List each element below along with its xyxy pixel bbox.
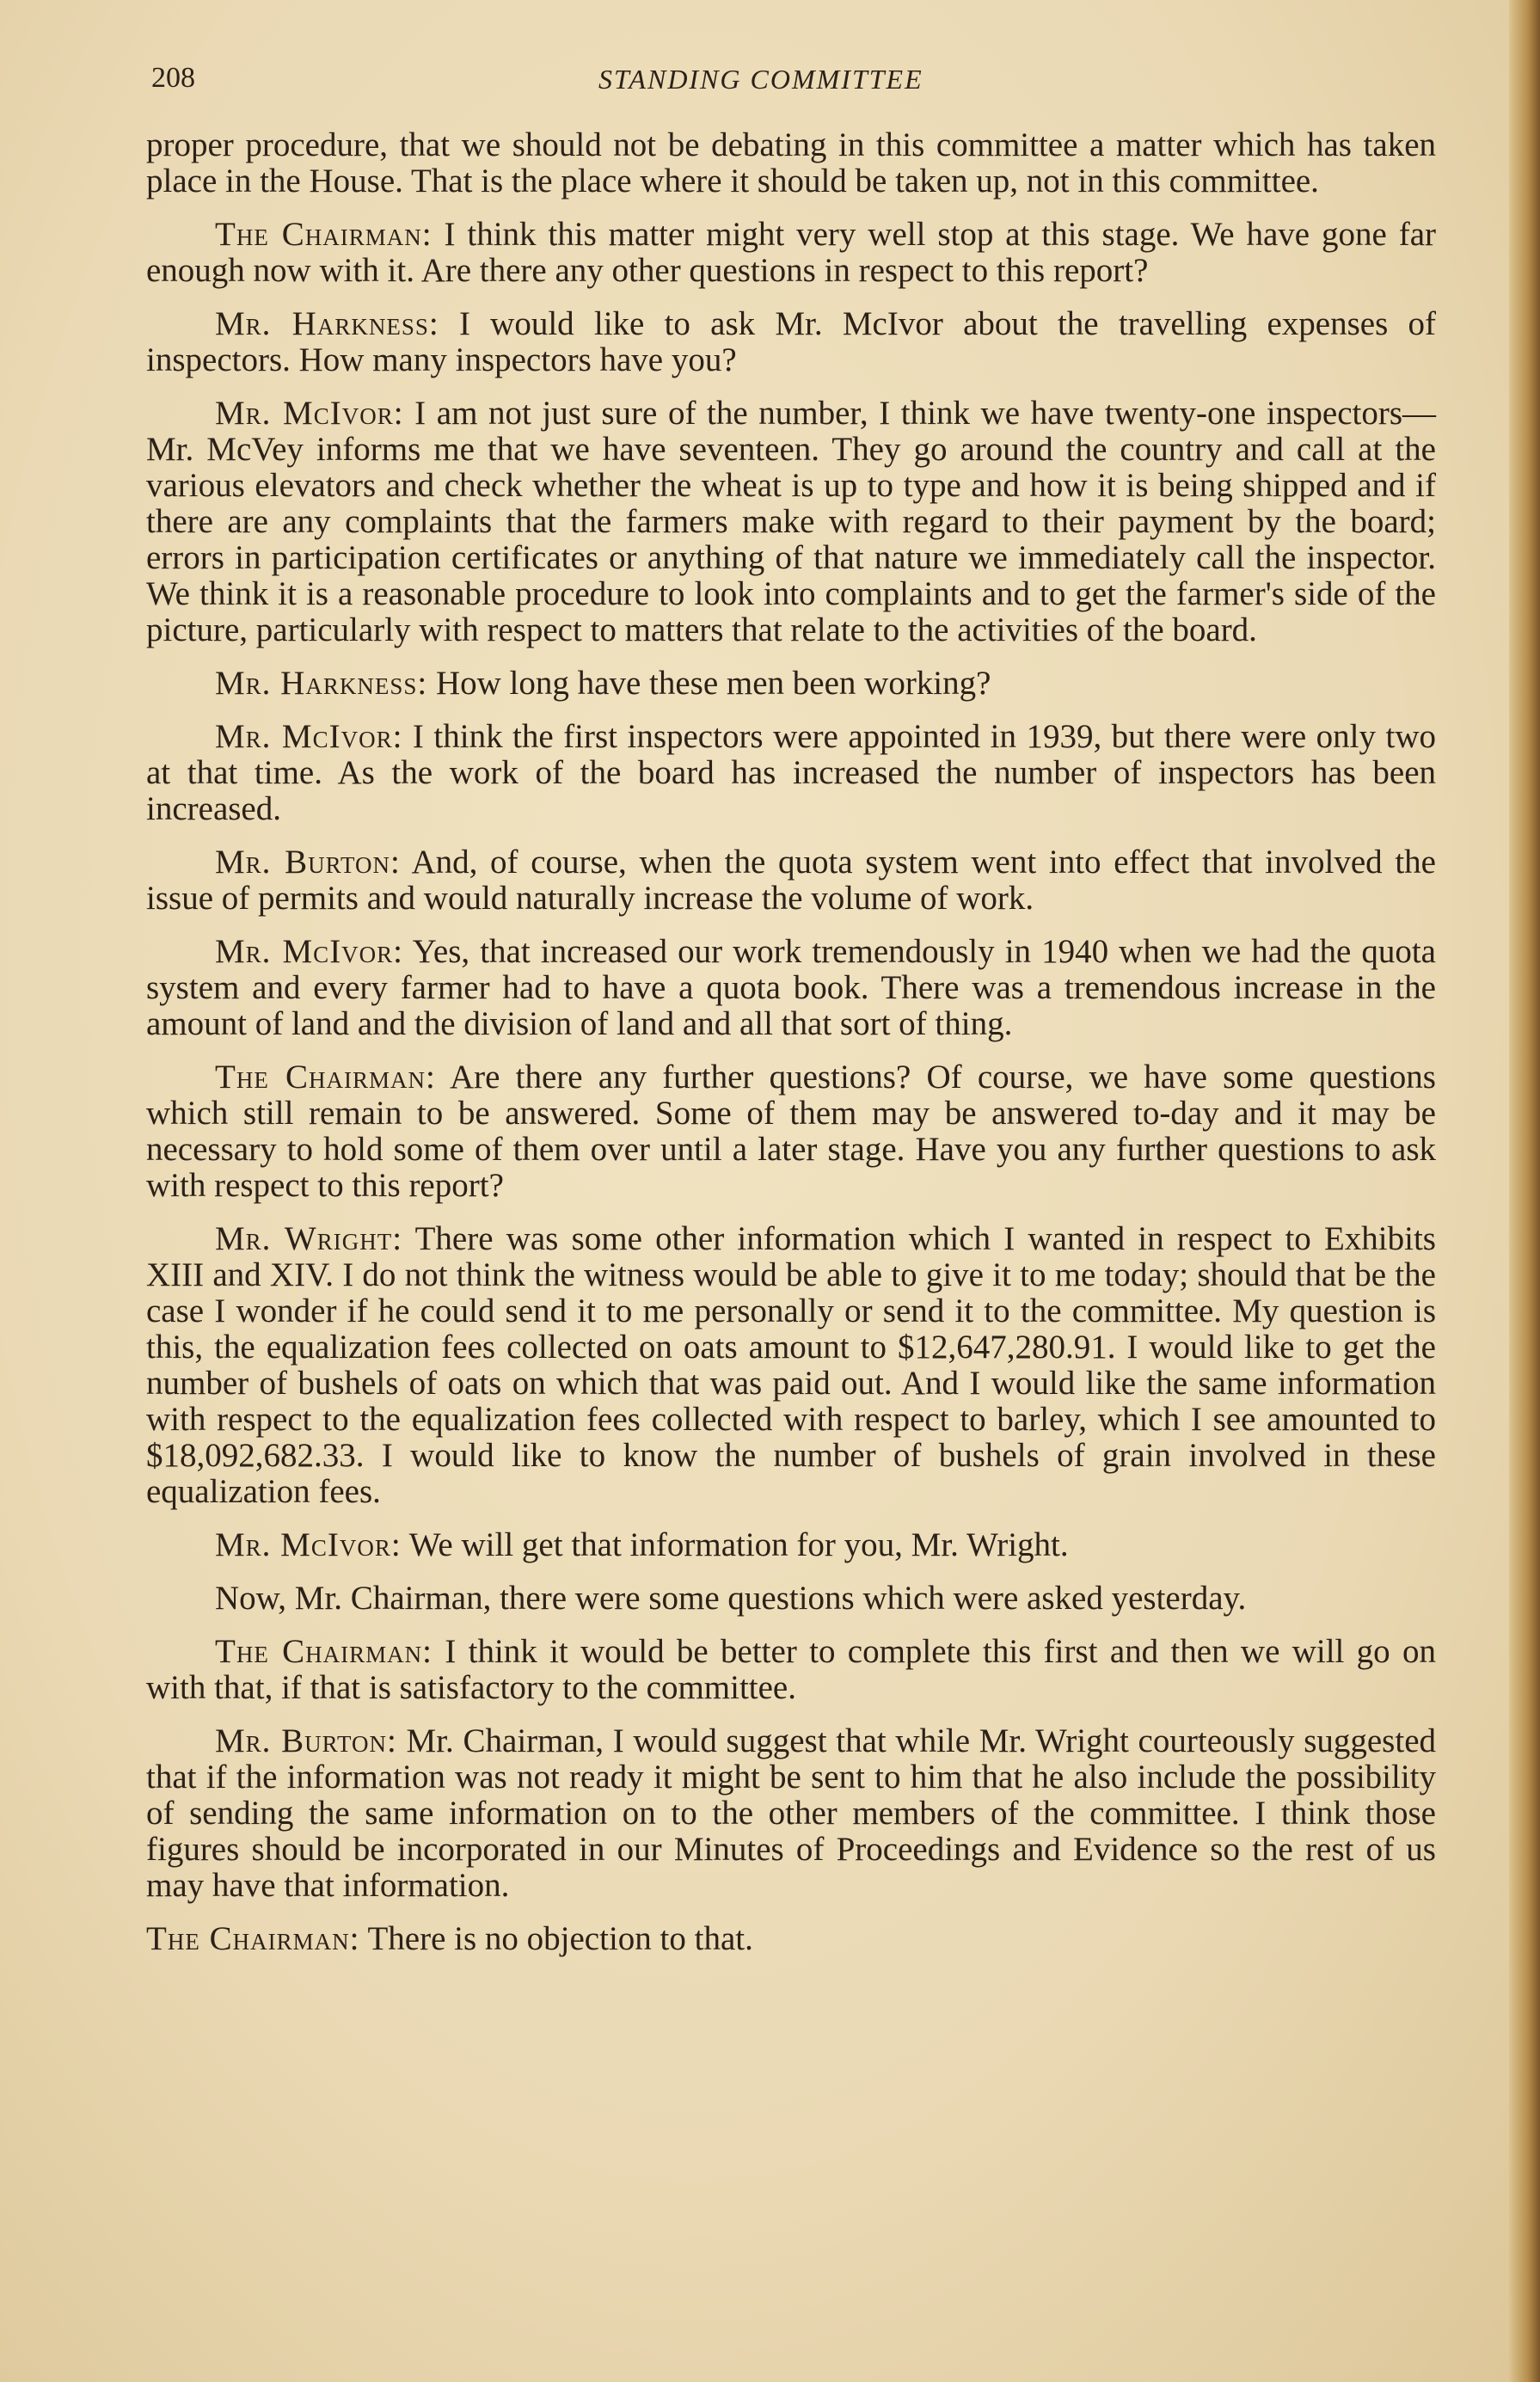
- paragraph-text: I think it would be better to complete this first and then we will go on with that, if that is satisfactory to the committee.: [146, 1633, 1437, 1706]
- paragraph-12: [146, 1634, 1436, 1706]
- paragraph-text: Mr. Chairman, I would suggest that while Mr. Wright courteously suggested that if the information was not ready it might be sent to him that he also include the possibility of sending the same information on to the other members of the committee. I think those figures should be incorporated in our Minutes of Proceedings and Evidence so the rest of us may have that information.: [146, 1722, 1437, 1904]
- paragraph-13: [146, 1723, 1436, 1904]
- speaker-label: The Chairman:: [146, 1920, 360, 1957]
- page-number: 208: [151, 62, 195, 94]
- paragraph-5: [146, 719, 1436, 827]
- speaker-label: Mr. Harkness:: [215, 665, 428, 702]
- paragraph-text: I think the first inspectors were appointed in 1939, but there were only two at that time. As the work of the board has increased the number of inspectors has been increased.: [146, 718, 1436, 827]
- paragraph-0: [146, 127, 1436, 200]
- speaker-label: Mr. McIvor:: [215, 395, 404, 432]
- paragraph-text: I think this matter might very well stop at this stage. We have gone far enough now with it. Are there any other questions in respect to this report?: [146, 216, 1436, 289]
- paragraph-text: Yes, that increased our work tremendously in 1940 when we had the quota system and every farmer had to have a quota book. There was a tremendous increase in the amount of land and the division of land and all that sort of thing.: [146, 933, 1436, 1042]
- paragraph-text: I would like to ask Mr. McIvor about the travelling expenses of inspectors. How many inspectors have you?: [146, 305, 1437, 378]
- transcript-body: [146, 127, 1436, 1974]
- speaker-label: Mr. Burton:: [215, 1722, 397, 1759]
- paragraph-3: [146, 396, 1436, 648]
- speaker-label: The Chairman:: [215, 216, 433, 253]
- paragraph-4: [146, 666, 1436, 702]
- page-edge-shadow: [1509, 0, 1540, 2382]
- paragraph-2: [146, 306, 1436, 378]
- paragraph-text: There is no objection to that.: [367, 1920, 753, 1957]
- paragraph-8: [146, 1059, 1436, 1204]
- speaker-label: Mr. Wright:: [215, 1220, 403, 1257]
- paragraph-7: [146, 934, 1436, 1042]
- paragraph-text: How long have these men been working?: [435, 665, 991, 702]
- page-header: [151, 62, 1424, 114]
- paragraph-text: And, of course, when the quota system went into effect that involved the issue of permits and would naturally increase the volume of work.: [146, 844, 1436, 917]
- speaker-label: Mr. McIvor:: [215, 718, 403, 755]
- paragraph-10: [146, 1527, 1436, 1563]
- paragraph-text: We will get that information for you, Mr. Wright.: [408, 1526, 1069, 1563]
- paragraph-text: I am not just sure of the number, I think we have twenty-one inspectors—Mr. McVey informs me that we have seventeen. They go around the country and call at the various elevators and check whether the wheat is up to type and how it is being shipped and if there are any complaints that the farmers make with regard to their payment by the board; errors in participation certificates or anything of that nature we immediately call the inspector. We think it is a reasonable procedure to look into complaints and to get the farmer's side of the picture, particularly with respect to matters that relate to the activities of the board.: [146, 395, 1437, 648]
- speaker-label: The Chairman:: [215, 1633, 433, 1670]
- paragraph-1: [146, 217, 1436, 289]
- speaker-label: Mr. McIvor:: [215, 933, 404, 970]
- running-title: STANDING COMMITTEE: [598, 64, 923, 95]
- speaker-label: The Chairman:: [215, 1059, 436, 1096]
- speaker-label: Mr. Harkness:: [215, 305, 439, 342]
- paragraph-text: proper procedure, that we should not be debating in this committee a matter which has taken place in the House. That is the place where it should be taken up, not in this committee.: [146, 126, 1436, 200]
- paragraph-6: [146, 844, 1436, 917]
- paragraph-text: There was some other information which I wanted in respect to Exhibits XIII and XIV. I do not think the witness would be able to give it to me today; should that be the case I wonder if he could send it to me personally or send it to the committee. My question is this, the equalization fees collected on oats amount to $12,647,280.91. I would like to get the number of bushels of oats on which that was paid out. And I would like the same information with respect to the equalization fees collected with respect to barley, which I see amounted to $18,092,682.33. I would like to know the number of bushels of grain involved in these equalization fees.: [146, 1220, 1436, 1510]
- paragraph-9: [146, 1221, 1436, 1510]
- paragraph-11: [146, 1581, 1436, 1617]
- paragraph-text: Now, Mr. Chairman, there were some questions which were asked yesterday.: [215, 1580, 1247, 1617]
- speaker-label: Mr. McIvor:: [215, 1526, 402, 1563]
- speaker-label: Mr. Burton:: [215, 844, 401, 881]
- paragraph-text: Are there any further questions? Of course, we have some questions which still remain to be answered. Some of them may be answered to-day and it may be necessary to hold some of them over until a later stage. Have you any further questions to ask with respect to this report?: [146, 1059, 1436, 1204]
- paragraph-14: [146, 1921, 1436, 1957]
